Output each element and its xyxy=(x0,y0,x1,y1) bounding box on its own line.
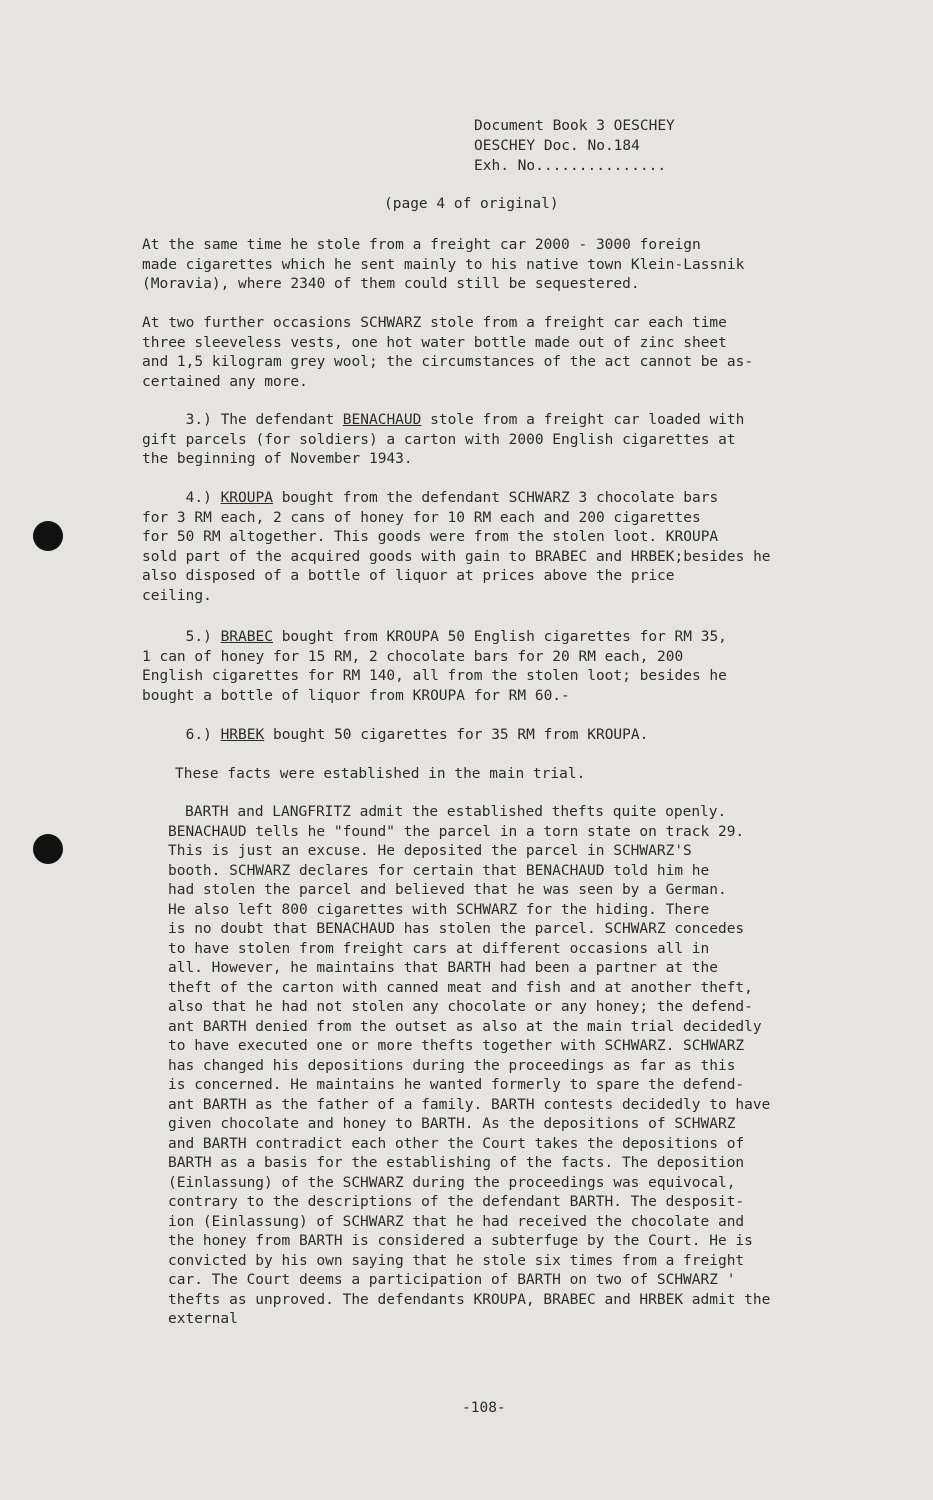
item-6-rest: bought 50 cigarettes for 35 RM from KROUPA. xyxy=(264,727,649,743)
text-line: and BARTH contradict each other the Court takes the depositions of xyxy=(168,1135,745,1152)
text-line: ceiling. xyxy=(142,587,212,604)
text-line: These facts were established in the main trial. xyxy=(175,766,586,782)
item-4-first-line xyxy=(142,489,771,509)
text-line: (Einlassung) of the SCHWARZ during the proceedings was equivocal, xyxy=(168,1174,736,1191)
item-5-first-line xyxy=(142,628,727,648)
item-6-prefix: 6.) xyxy=(185,727,221,743)
text-line: also disposed of a bottle of liquor at prices above the price xyxy=(142,568,675,584)
page-number: -108- xyxy=(462,1400,506,1416)
text-line: and 1,5 kilogram grey wool; the circumstances of the act cannot be as- xyxy=(142,354,754,370)
text-line: has changed his depositions during the proceedings as far as this xyxy=(168,1057,736,1074)
text-line: gift parcels (for soldiers) a carton with 2000 English cigarettes at xyxy=(142,431,736,448)
item-3-first-line xyxy=(142,411,744,431)
punch-hole-top xyxy=(33,521,63,551)
document-header xyxy=(474,116,675,176)
item-3-paragraph xyxy=(142,411,744,470)
text-line: At two further occasions SCHWARZ stole from a freight car each time xyxy=(142,315,727,331)
text-line: contrary to the descriptions of the defendant BARTH. The desposit- xyxy=(168,1194,745,1210)
text-line: for 3 RM each, 2 cans of honey for 10 RM each and 200 cigarettes xyxy=(142,509,701,526)
text-line: the beginning of November 1943. xyxy=(142,451,413,467)
text-line: also that he had not stolen any chocolate or any honey; the defend- xyxy=(168,999,753,1015)
text-line: He also left 800 cigarettes with SCHWARZ for the hiding. There xyxy=(168,901,710,918)
item-5-defendant-name: BRABEC xyxy=(220,629,273,645)
page-reference: (page 4 of original) xyxy=(384,196,559,212)
text-line: external xyxy=(168,1311,238,1327)
text-line: three sleeveless vests, one hot water bottle made out of zinc sheet xyxy=(142,334,727,351)
text-line: given chocolate and honey to BARTH. As the depositions of SCHWARZ xyxy=(168,1116,736,1132)
item-6-first-line xyxy=(142,726,648,746)
item-4-paragraph xyxy=(142,489,771,606)
item-4-defendant-name: KROUPA xyxy=(220,490,273,506)
text-line: bought a bottle of liquor from KROUPA for RM 60.- xyxy=(142,687,570,704)
header-doc-no: OESCHEY Doc. No.184 xyxy=(474,138,640,154)
text-line: sold part of the acquired goods with gain to BRABEC and HRBEK;besides he xyxy=(142,548,771,565)
text-line: ion (Einlassung) of SCHWARZ that he had received the chocolate and xyxy=(168,1213,745,1230)
text-line: BARTH as a basis for the establishing of the facts. The deposition xyxy=(168,1155,745,1171)
text-line: (Moravia), where 2340 of them could still be sequestered. xyxy=(142,276,640,292)
text-line: the honey from BARTH is considered a subterfuge by the Court. He is xyxy=(168,1233,753,1249)
text-line: made cigarettes which he sent mainly to his native town Klein-Lassnik xyxy=(142,256,745,273)
item-5-prefix: 5.) xyxy=(185,629,221,645)
punch-hole-bottom xyxy=(33,834,63,864)
header-doc-book: Document Book 3 OESCHEY xyxy=(474,118,675,134)
text-line: English cigarettes for RM 140, all from the stolen loot; besides he xyxy=(142,668,727,684)
item-6-paragraph xyxy=(142,726,648,746)
item-3-rest: stole from a freight car loaded with xyxy=(421,412,745,428)
text-line: to have stolen from freight cars at different occasions all in xyxy=(168,940,710,957)
item-3-defendant-name: BENACHAUD xyxy=(342,412,422,428)
text-line: certained any more. xyxy=(142,373,308,390)
text-line: all. However, he maintains that BARTH had been a partner at the xyxy=(168,960,718,976)
text-line: is no doubt that BENACHAUD has stolen the parcel. SCHWARZ concedes xyxy=(168,921,745,937)
item-6-defendant-name: HRBEK xyxy=(220,727,265,743)
text-line: At the same time he stole from a freight car 2000 - 3000 foreign xyxy=(142,237,701,253)
text-line: for 50 RM altogether. This goods were from the stolen loot. KROUPA xyxy=(142,529,719,545)
item-4-prefix: 4.) xyxy=(185,490,221,506)
text-line: convicted by his own saying that he stole six times from a freight xyxy=(168,1252,745,1269)
text-line: booth. SCHWARZ declares for certain that BENACHAUD told him he xyxy=(168,862,710,879)
text-line: car. The Court deems a participation of BARTH on two of SCHWARZ ' xyxy=(168,1272,736,1288)
facts-statement xyxy=(175,765,585,785)
paragraph-2 xyxy=(142,314,753,392)
item-4-rest: bought from the defendant SCHWARZ 3 chocolate bars xyxy=(272,490,719,506)
text-line: to have executed one or more thefts together with SCHWARZ. SCHWARZ xyxy=(168,1038,745,1054)
item-5-rest: bought from KROUPA 50 English cigarettes for RM 35, xyxy=(272,629,727,645)
text-line: ant BARTH denied from the outset as also at the main trial decidedly xyxy=(168,1018,762,1035)
main-paragraph xyxy=(168,803,770,1330)
header-exh-no: Exh. No............... xyxy=(474,158,667,174)
item-3-prefix: 3.) The defendant xyxy=(185,412,343,428)
item-5-paragraph xyxy=(142,628,727,706)
text-line: BARTH and LANGFRITZ admit the established thefts quite openly. xyxy=(185,804,727,820)
text-line: This is just an excuse. He deposited the parcel in SCHWARZ'S xyxy=(168,843,692,859)
text-line: thefts as unproved. The defendants KROUPA, BRABEC and HRBEK admit the xyxy=(168,1291,771,1308)
text-line: 1 can of honey for 15 RM, 2 chocolate bars for 20 RM each, 200 xyxy=(142,648,684,665)
paragraph-1 xyxy=(142,236,744,295)
text-line: BENACHAUD tells he "found" the parcel in a torn state on track 29. xyxy=(168,823,745,840)
text-line: theft of the carton with canned meat and fish and at another theft, xyxy=(168,979,753,996)
text-line: ant BARTH as the father of a family. BARTH contests decidedly to have xyxy=(168,1096,771,1113)
text-line: had stolen the parcel and believed that he was seen by a German. xyxy=(168,882,727,898)
text-line: is concerned. He maintains he wanted formerly to spare the defend- xyxy=(168,1077,745,1093)
